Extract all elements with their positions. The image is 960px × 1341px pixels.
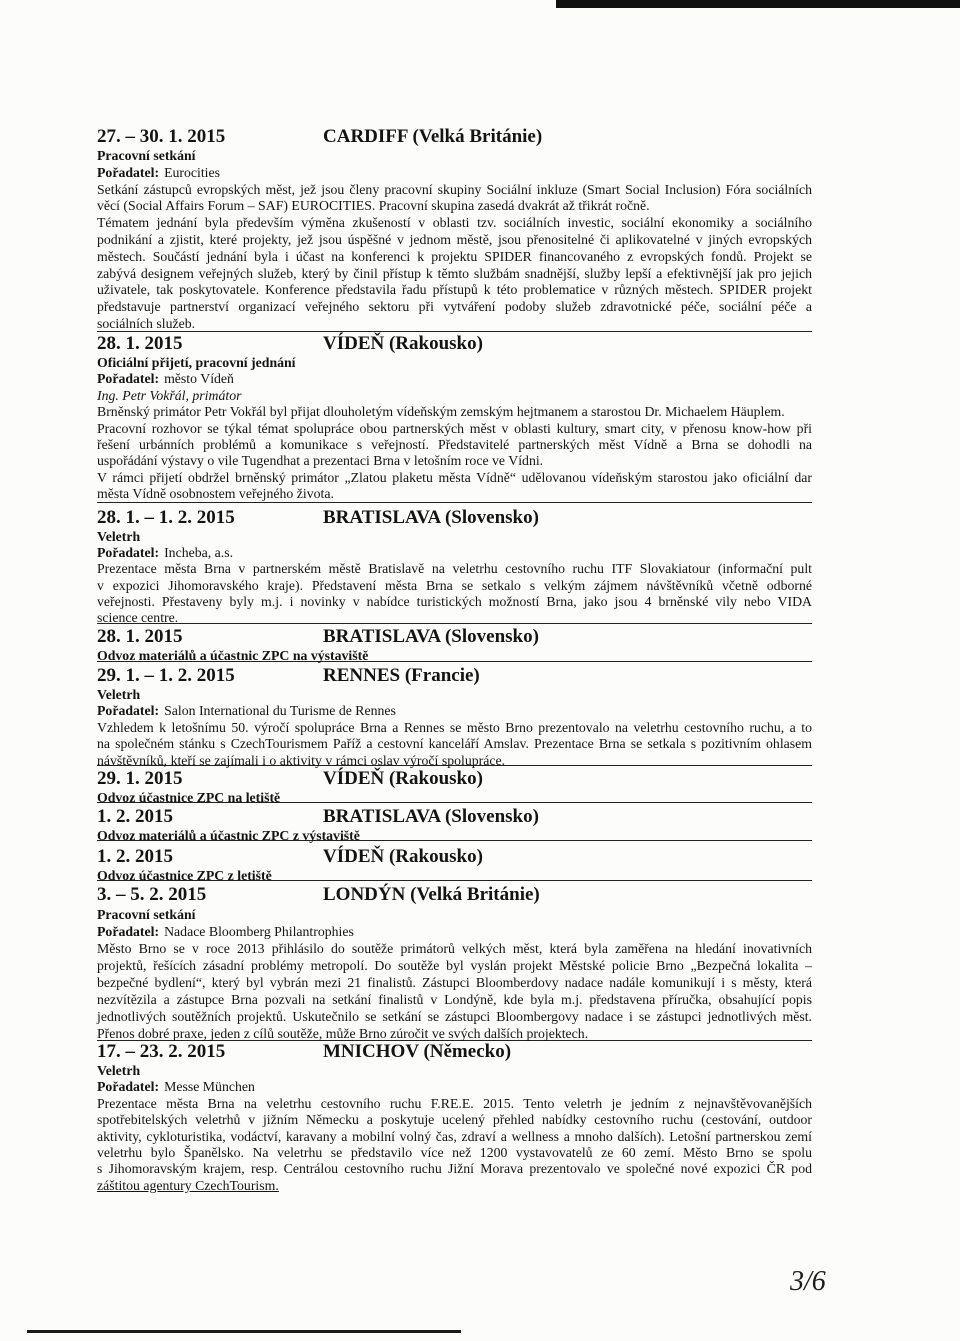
scan-line-bottom <box>27 1330 461 1333</box>
body-line: nezvítězila a zástupce Brna pozvali na setkání finalistů v Londýně, kde byla m.j. představena příručka, obsahující popis <box>97 992 812 1007</box>
event-type: Pracovní setkání <box>97 148 196 163</box>
body-line: Pracovní rozhovor se týkal témat spolupráce obou partnerských měst v oblasti kultury, smart city, v přenosu know-how při <box>97 420 812 436</box>
event-header <box>97 1041 812 1063</box>
organizer-line <box>97 371 812 387</box>
event-date: 28. 1. 2015 <box>97 333 183 354</box>
body-line: městech. Součástí jednání byla i účast na konferenci k projektu SPIDER financovaného z evropských fondů. Projekt se <box>97 248 812 264</box>
body-line: science centre. <box>97 610 179 626</box>
organizer-label: Pořadatel: <box>97 924 160 939</box>
event-date: 28. 1. 2015 <box>97 626 183 647</box>
signatory: Ing. Petr Vokřál, primátor <box>97 387 242 403</box>
organizer-label: Pořadatel: <box>97 1079 160 1095</box>
organizer-value: město Vídeň <box>164 371 234 387</box>
organizer-value: Incheba, a.s. <box>164 545 234 561</box>
body-line: podnikání a zjistit, které projekty, jež jsou úspěšné v jednom městě, jsou přenositelné či aplikovatelné v jiných evropských <box>97 231 812 247</box>
event-header <box>97 884 812 906</box>
body-line: Setkání zástupců evropských měst, jež jsou členy pracovní skupiny Sociální inkluze (Smart Social Inclusion) Fóra sociálních <box>97 181 812 197</box>
body-line: Vzhledem k letošnímu 50. výročí spolupráce Brna a Rennes se město Brno prezentovalo na veletrhu cestovního ruchu, a to <box>97 719 812 735</box>
body-line: města Vídně osobnostem veřejného života. <box>97 486 334 502</box>
body-line: Prezentace města Brna v partnerském městě Bratislavě na veletrhu cestovního ruchu ITF Slovakiatour (informační pult <box>97 561 812 577</box>
event-date: 3. – 5. 2. 2015 <box>97 884 207 905</box>
event-type: Odvoz materiálů a účastnic ZPC na výstaviště <box>97 648 369 663</box>
event-header <box>97 768 812 790</box>
scan-bar-top <box>556 0 960 8</box>
body-line: řešení urbánních problémů a komunikace s veřejností. Představitelé partnerských měst Vídně a Brna se dohodli na <box>97 437 812 453</box>
body-line: Brněnský primátor Petr Vokřál byl přijat dlouholetým vídeňským zemským hejtmanem a starostou Dr. Michaelem Häuplem. <box>97 404 785 420</box>
event-section-cardiff <box>97 126 812 332</box>
body-line: představuje partnerství organizací veřejného sektoru při vytváření podoby služeb zdravotnické péče, sociální péče a <box>97 299 812 315</box>
event-city: VÍDEŇ (Rakousko) <box>323 333 483 354</box>
body-line: návštěvníků, kteří se zajímali i o aktivity v rámci oslav výročí spolupráce. <box>97 752 506 768</box>
organizer-value: Messe München <box>164 1079 255 1095</box>
body-line: na společném stánku s CzechTourismem Paříž a cestovní kanceláří Amslav. Prezentace Brna se setkala s pozitivním ohlasem <box>97 736 812 752</box>
event-type: Odvoz účastnice ZPC na letiště <box>97 790 281 805</box>
event-header <box>97 126 812 148</box>
event-date: 1. 2. 2015 <box>97 806 173 827</box>
event-date: 28. 1. – 1. 2. 2015 <box>97 507 235 528</box>
body-line: veletrhu bylo Španělsko. Na veletrhu se představilo více než 1200 vystavovatelů ze 60 zemí. Město Brno se spolu <box>97 1145 812 1161</box>
organizer-value: Nadace Bloomberg Philantrophies <box>164 924 354 939</box>
organizer-line <box>97 923 812 940</box>
event-section-london <box>97 884 812 1041</box>
event-section-viden-transport-1 <box>97 768 812 803</box>
body-line: uspořádání výstavy o vile Tugendhat a prezentaci Brna v letošním roce ve Vídni. <box>97 453 544 469</box>
organizer-label: Pořadatel: <box>97 164 160 180</box>
event-type: Odvoz materiálů a účastnic ZPC z výstaviště <box>97 828 360 843</box>
body-line: v expozici Jihomoravského kraje). Představení města Brna se setkalo s velkým zájmem návštěvníků včetně odborné <box>97 577 812 593</box>
event-type: Veletrh <box>97 529 141 544</box>
body-line-underlined: záštitou agentury CzechTourism. <box>97 1177 279 1193</box>
body-line: uživatele, tak poskytovatele. Konference představila řadu přístupů k této problematice v různých městech. SPIDER projekt <box>97 282 812 298</box>
organizer-value: Eurocities <box>164 164 221 180</box>
event-section-rennes <box>97 665 812 766</box>
event-city: LONDÝN (Velká Británie) <box>323 884 540 905</box>
event-section-munich <box>97 1041 812 1195</box>
organizer-label: Pořadatel: <box>97 703 160 719</box>
event-section-bratislava-transport <box>97 626 812 662</box>
organizer-line <box>97 1079 812 1095</box>
event-type: Odvoz účastnice ZPC z letiště <box>97 868 272 883</box>
organizer-line <box>97 545 812 561</box>
event-date: 29. 1. – 1. 2. 2015 <box>97 665 235 686</box>
event-header <box>97 507 812 529</box>
body-line: V rámci přijetí obdržel brněnský primátor „Zlatou plaketu města Vídně“ udělovanou vídeňským starostou jako oficiální dar <box>97 469 812 485</box>
body-line: Tématem jednání byla především výměna zkušeností v oblasti tzv. sociálních investic, sociální ekonomiky a sociálního <box>97 215 812 231</box>
event-section-bratislava-fair <box>97 507 812 624</box>
body-line: sociálních služeb. <box>97 315 196 331</box>
body-line: bezpečné bydlení“, který byl vybrán mezi 21 finalistů. Zástupci Bloomberdovy nadace nadále komunikují i s městy, která <box>97 975 812 990</box>
body-line: spotřebitelských veletrhů v jižním Německu a poskytuje ucelený přehled nabídky cestovního ruchu (cestování, outdoor <box>97 1112 812 1128</box>
event-date: 17. – 23. 2. 2015 <box>97 1041 226 1062</box>
event-city: BRATISLAVA (Slovensko) <box>323 507 539 528</box>
event-type: Pracovní setkání <box>97 907 196 922</box>
body-line: projektů, řešících zásadní problémy metropolí. Do soutěže byl vyslán projekt Městské policie Brno „Bezpečná lokalita – <box>97 958 812 973</box>
body-line: věcí (Social Affairs Forum – SAF) EUROCITIES. Pracovní skupina zasedá dvakrát až třikrát ročně. <box>97 198 650 214</box>
event-type: Veletrh <box>97 1063 141 1078</box>
event-section-viden-transport-2 <box>97 846 812 881</box>
event-city: VÍDEŇ (Rakousko) <box>323 768 483 789</box>
event-header <box>97 665 812 687</box>
organizer-label: Pořadatel: <box>97 545 160 561</box>
event-date: 1. 2. 2015 <box>97 846 173 867</box>
event-city: MNICHOV (Německo) <box>323 1041 512 1062</box>
body-line: s Jihomoravským krajem, resp. Centrálou cestovního ruchu Jižní Morava prezentovalo ve společné nové expozici ČR pod <box>97 1161 812 1177</box>
organizer-line <box>97 165 812 182</box>
event-city: VÍDEŇ (Rakousko) <box>323 846 483 867</box>
body-line: Město Brno se v roce 2013 přihlásilo do soutěže primátorů velkých měst, která byla zaměřena na hledání inovativních <box>97 941 812 956</box>
page-number: 3/6 <box>790 1266 826 1297</box>
event-header <box>97 333 812 355</box>
body-line: aktivity, cykloturistika, vodáctví, karavany a mobilní volný čas, zdraví a wellness a mnoho dalších). Letošní partnerskou zemí <box>97 1128 812 1144</box>
organizer-line <box>97 703 812 719</box>
organizer-value: Salon International du Turisme de Rennes <box>164 703 396 719</box>
body-line: zabývá designem veřejných služeb, který by činil přístup k těmto službám snadnější, služby lepší a efektivnější jak pro jejich <box>97 265 812 281</box>
body-line: Prezentace města Brna na veletrhu cestovního ruchu F.RE.E. 2015. Tento veletrh je jedním z nejnavštěvovanějších <box>97 1095 812 1111</box>
event-city: BRATISLAVA (Slovensko) <box>323 806 539 827</box>
body-line <box>97 1178 812 1194</box>
event-date: 29. 1. 2015 <box>97 768 183 789</box>
body-line: jednotlivých soutěžních projektů. Uskutečnilo se setkání se zástupci Bloombergovy nadace i se zástupci jednotlivých měst. <box>97 1009 812 1024</box>
organizer-label: Pořadatel: <box>97 371 160 387</box>
event-section-bratislava-transport-2 <box>97 806 812 841</box>
event-header <box>97 846 812 868</box>
body-line: veřejnosti. Přestaveny byly m.j. i novinky v nabídce turistických možností Brna, jako jsou 4 brněnské vily nebo VIDA <box>97 593 812 609</box>
event-type: Oficiální přijetí, pracovní jednání <box>97 355 296 370</box>
event-type: Veletrh <box>97 687 141 702</box>
event-date: 27. – 30. 1. 2015 <box>97 126 226 147</box>
event-city: BRATISLAVA (Slovensko) <box>323 626 539 647</box>
event-header <box>97 626 812 648</box>
event-section-viden <box>97 333 812 503</box>
event-header <box>97 806 812 828</box>
event-city: CARDIFF (Velká Británie) <box>323 126 543 147</box>
body-line: Přenos dobré praxe, jeden z cílů soutěže, může Brno zúročit ve svých dalších projektech. <box>97 1026 589 1041</box>
event-city: RENNES (Francie) <box>323 665 480 686</box>
